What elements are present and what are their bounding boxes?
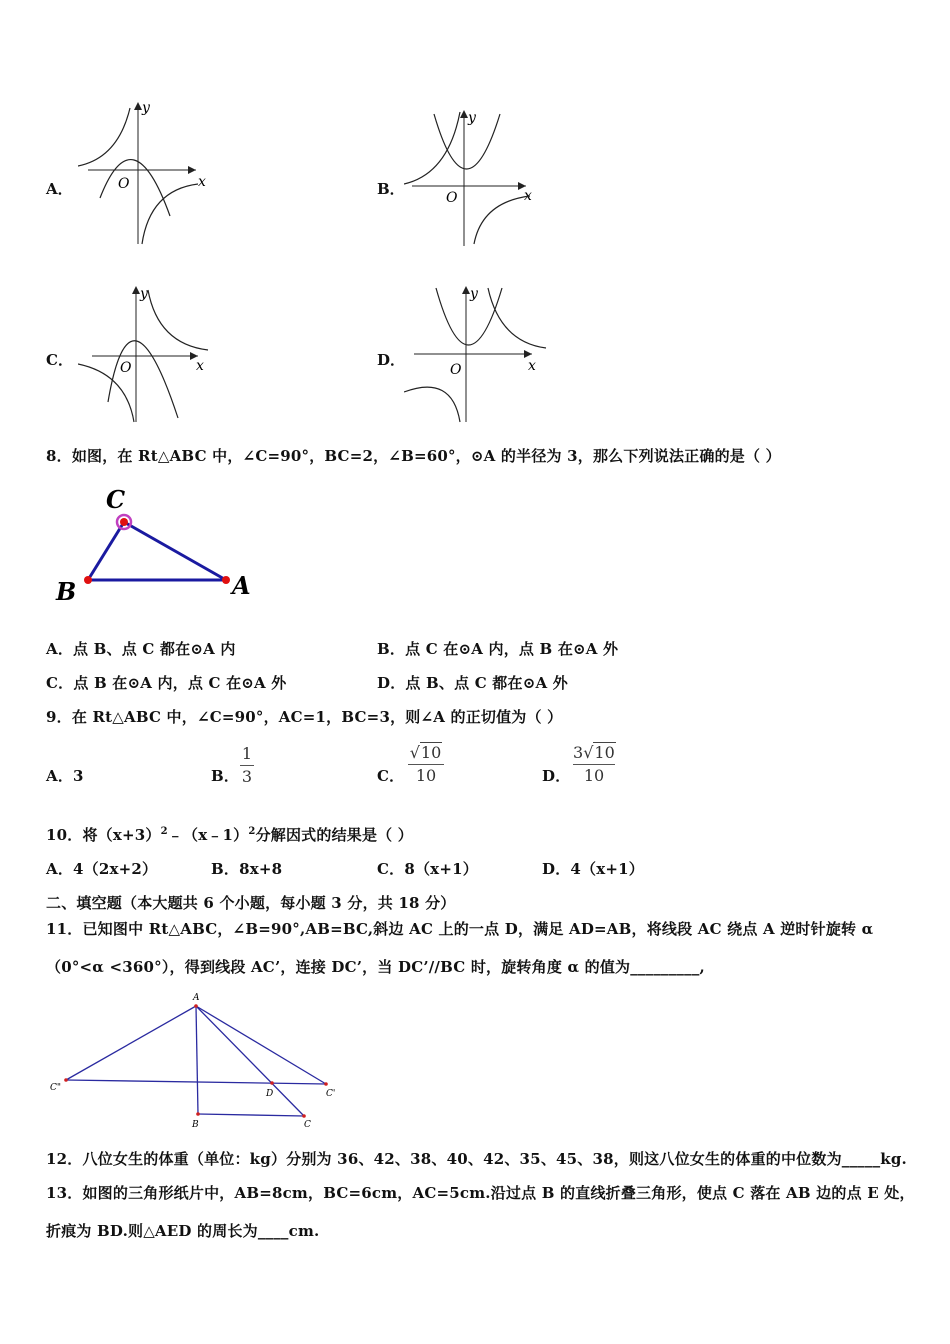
q7-option-c-graph	[78, 282, 218, 426]
q9-option-c-fraction: √10 10	[408, 744, 444, 785]
q7-d-origin-label: O	[450, 362, 462, 378]
q7-a-hyperbola-2	[142, 184, 198, 244]
q13-line-2: 折痕为 BD.则△AED 的周长为____cm.	[46, 1222, 320, 1240]
q7-option-a-label: A．	[46, 180, 73, 198]
q11-figure	[46, 990, 346, 1130]
q7-d-y-label: y	[470, 286, 478, 302]
q7-c-hyperbola-2	[148, 290, 208, 350]
q10-text-c: 分解因式的结果是（ ）	[255, 826, 413, 844]
q10-option-b: B．8x+8	[211, 860, 283, 878]
q7-c-x-label: x	[196, 358, 204, 374]
q7-d-x-label: x	[528, 358, 536, 374]
q9-option-c-label: C．	[377, 767, 405, 785]
q7-option-b-graph	[404, 104, 544, 248]
q11-seg-ab	[196, 1006, 198, 1114]
q11-label-a: A	[193, 993, 200, 1003]
q8-option-b: B．点 C 在⊙A 内，点 B 在⊙A 外	[377, 640, 619, 658]
q9-b-numerator: 1	[241, 744, 253, 763]
q7-b-hyperbola-2	[474, 196, 530, 244]
q10-text-b: ﹣（x﹣1）	[167, 826, 249, 844]
q11-seg-c2c1	[66, 1080, 326, 1084]
q10-text-a: 10．将（x+3）	[46, 826, 161, 844]
q10-option-c: C．8（x+1）	[377, 860, 478, 878]
q10-sup-1: 2	[160, 826, 168, 837]
q8-point-a	[222, 576, 230, 584]
q7-a-y-label: y	[142, 100, 150, 116]
q8-label-b: B	[56, 577, 77, 606]
section-2-title: 二、填空题（本大题共 6 个小题，每小题 3 分，共 18 分）	[46, 894, 456, 912]
q9-c-numerator-radicand: 10	[420, 743, 442, 762]
q9-b-denominator: 3	[241, 767, 253, 786]
q11-label-d: D	[266, 1089, 274, 1099]
q10-option-a: A．4（2x+2）	[46, 860, 158, 878]
q8-figure	[52, 484, 262, 608]
q11-seg-bc	[198, 1114, 304, 1116]
q10-sup-2: 2	[248, 826, 256, 837]
q8-option-c: C．点 B 在⊙A 内，点 C 在⊙A 外	[46, 674, 287, 692]
q9-option-d-label: D．	[542, 767, 571, 785]
q7-option-a-graph	[78, 98, 208, 248]
q9-option-a-label: A．	[46, 767, 74, 785]
q8-point-c	[120, 518, 128, 526]
q8-option-d: D．点 B、点 C 都在⊙A 外	[377, 674, 568, 692]
q9-c-denominator: 10	[415, 766, 437, 785]
q8-side-ca	[124, 522, 226, 580]
q7-b-origin-label: O	[446, 190, 458, 206]
q7-option-d-label: D．	[377, 351, 406, 369]
q7-b-y-label: y	[468, 110, 476, 126]
q9-d-denominator: 10	[583, 766, 605, 785]
q7-a-x-label: x	[198, 174, 206, 190]
q7-d-hyperbola-1	[404, 387, 460, 422]
q7-d-parabola	[436, 288, 502, 345]
q7-option-d-graph	[404, 282, 550, 426]
q9-option-b-fraction	[240, 745, 254, 786]
q11-line-1: 11．已知图中 Rt△ABC，∠B=90°,AB=BC,斜边 AC 上的一点 D，满足 AD=AB，将线段 AC 绕点 A 逆时针旋转 α	[46, 920, 874, 938]
q7-option-c-label: C．	[46, 351, 73, 369]
q7-a-origin-label: O	[118, 176, 130, 192]
q7-a-hyperbola-1	[78, 108, 130, 166]
q11-label-c: C	[304, 1120, 311, 1130]
q9-option-a-value: 3	[73, 767, 84, 785]
q7-c-origin-label: O	[120, 360, 132, 376]
q11-label-c1: C'	[326, 1089, 336, 1099]
q9-d-numerator-radicand: 10	[594, 743, 615, 762]
q7-d-hyperbola-2	[488, 288, 546, 348]
q9-d-numerator-coef: 3	[573, 743, 584, 762]
q7-c-y-label: y	[140, 286, 148, 302]
q7-b-x-label: x	[524, 188, 532, 204]
q7-a-parabola	[100, 160, 170, 216]
q11-label-b: B	[192, 1120, 199, 1130]
q13-line-1: 13．如图的三角形纸片中，AB=8cm，BC=6cm，AC=5cm.沿过点 B 的直线折叠三角形，使点 C 落在 AB 边的点 E 处，	[46, 1184, 915, 1202]
q9-option-d-fraction: 3√10 10	[573, 743, 615, 785]
q12-text: 12．八位女生的体重（单位：kg）分别为 36、42、38、40、42、35、45、38，则这八位女生的体重的中位数为_____kg.	[46, 1150, 907, 1168]
q7-c-parabola	[108, 341, 178, 418]
q9-text: 9．在 Rt△ABC 中，∠C=90°，AC=1，BC=3，则∠A 的正切值为（ ）	[46, 708, 563, 726]
q11-line-2: （0°<α <360°），得到线段 AC’，连接 DC’，当 DC’//BC 时，旋转角度 α 的值为_________,	[46, 958, 705, 976]
q9-option-a	[46, 765, 84, 786]
q10-text	[46, 824, 413, 845]
q9-option-b-label: B．	[211, 767, 240, 785]
q8-point-b	[84, 576, 92, 584]
q7-option-b-label: B．	[377, 180, 405, 198]
q8-side-cb	[88, 522, 124, 580]
q7-b-parabola	[434, 114, 500, 169]
q7-b-hyperbola-1	[404, 112, 460, 184]
q11-seg-ac2	[66, 1006, 196, 1080]
q8-label-c: C	[106, 485, 126, 514]
q11-label-c2: C"	[50, 1083, 62, 1093]
q8-label-a: A	[232, 571, 251, 600]
q10-option-d: D．4（x+1）	[542, 860, 644, 878]
q8-option-a: A．点 B、点 C 都在⊙A 内	[46, 640, 236, 658]
q8-text: 8．如图，在 Rt△ABC 中，∠C=90°，BC=2，∠B=60°，⊙A 的半径为 3，那么下列说法正确的是（ ）	[46, 447, 781, 465]
